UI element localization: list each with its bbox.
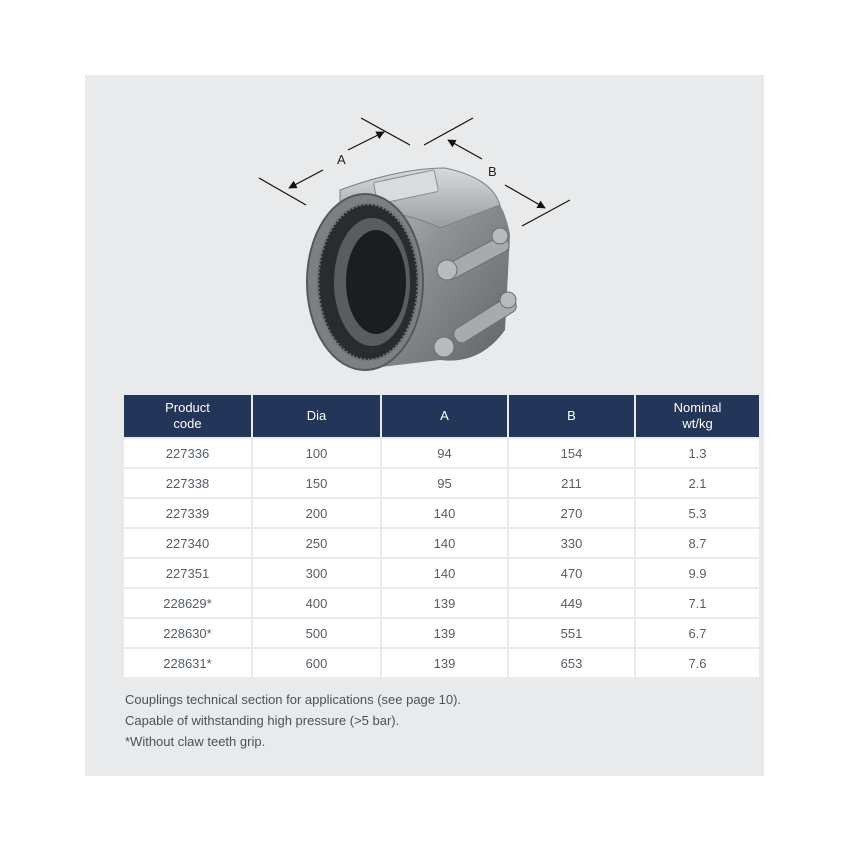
footnotes bbox=[125, 689, 461, 752]
cell-b: 470 bbox=[509, 559, 634, 587]
cell-product-code: 227351 bbox=[124, 559, 251, 587]
table-row bbox=[124, 529, 759, 557]
pipe-coupling-illustration bbox=[250, 110, 570, 375]
header-dia: Dia bbox=[253, 395, 380, 437]
cell-b: 330 bbox=[509, 529, 634, 557]
cell-b: 551 bbox=[509, 619, 634, 647]
cell-product-code: 227340 bbox=[124, 529, 251, 557]
cell-dia: 200 bbox=[253, 499, 380, 527]
note-applications: Couplings technical section for applications (see page 10). bbox=[125, 692, 462, 707]
cell-dia: 150 bbox=[253, 469, 380, 497]
cell-product-code: 228630* bbox=[124, 619, 251, 647]
specification-table bbox=[122, 393, 761, 679]
header-nominal-weight: Nominal wt/kg bbox=[636, 395, 759, 437]
cell-dia: 600 bbox=[253, 649, 380, 677]
cell-dia: 100 bbox=[253, 439, 380, 467]
cell-product-code: 228629* bbox=[124, 589, 251, 617]
cell-b: 154 bbox=[509, 439, 634, 467]
note-claw-teeth: *Without claw teeth grip. bbox=[125, 734, 266, 749]
table-row bbox=[124, 589, 759, 617]
table-row bbox=[124, 469, 759, 497]
cell-product-code: 227338 bbox=[124, 469, 251, 497]
cell-a: 140 bbox=[382, 559, 507, 587]
cell-dia: 300 bbox=[253, 559, 380, 587]
table-row bbox=[124, 499, 759, 527]
cell-weight: 9.9 bbox=[636, 559, 759, 587]
cell-weight: 7.6 bbox=[636, 649, 759, 677]
table-row bbox=[124, 649, 759, 677]
cell-a: 140 bbox=[382, 499, 507, 527]
cell-weight: 1.3 bbox=[636, 439, 759, 467]
header-a: A bbox=[382, 395, 507, 437]
cell-b: 449 bbox=[509, 589, 634, 617]
cell-dia: 250 bbox=[253, 529, 380, 557]
cell-weight: 5.3 bbox=[636, 499, 759, 527]
coupling-body bbox=[307, 168, 510, 370]
cell-a: 94 bbox=[382, 439, 507, 467]
note-pressure: Capable of withstanding high pressure (>5 bar). bbox=[125, 713, 400, 728]
cell-b: 211 bbox=[509, 469, 634, 497]
cell-a: 140 bbox=[382, 529, 507, 557]
header-b: B bbox=[509, 395, 634, 437]
cell-weight: 8.7 bbox=[636, 529, 759, 557]
dimension-a-label: A bbox=[337, 152, 346, 167]
cell-weight: 2.1 bbox=[636, 469, 759, 497]
table-header-row bbox=[124, 395, 759, 437]
cell-product-code: 227336 bbox=[124, 439, 251, 467]
table-row bbox=[124, 559, 759, 587]
cell-product-code: 227339 bbox=[124, 499, 251, 527]
cell-b: 653 bbox=[509, 649, 634, 677]
cell-a: 139 bbox=[382, 589, 507, 617]
cell-a: 95 bbox=[382, 469, 507, 497]
cell-a: 139 bbox=[382, 649, 507, 677]
cell-a: 139 bbox=[382, 619, 507, 647]
cell-weight: 7.1 bbox=[636, 589, 759, 617]
dimension-b-label: B bbox=[488, 164, 497, 179]
cell-product-code: 228631* bbox=[124, 649, 251, 677]
header-product-code: Product code bbox=[124, 395, 251, 437]
table-row bbox=[124, 619, 759, 647]
cell-dia: 400 bbox=[253, 589, 380, 617]
cell-weight: 6.7 bbox=[636, 619, 759, 647]
table-row bbox=[124, 439, 759, 467]
cell-dia: 500 bbox=[253, 619, 380, 647]
cell-b: 270 bbox=[509, 499, 634, 527]
